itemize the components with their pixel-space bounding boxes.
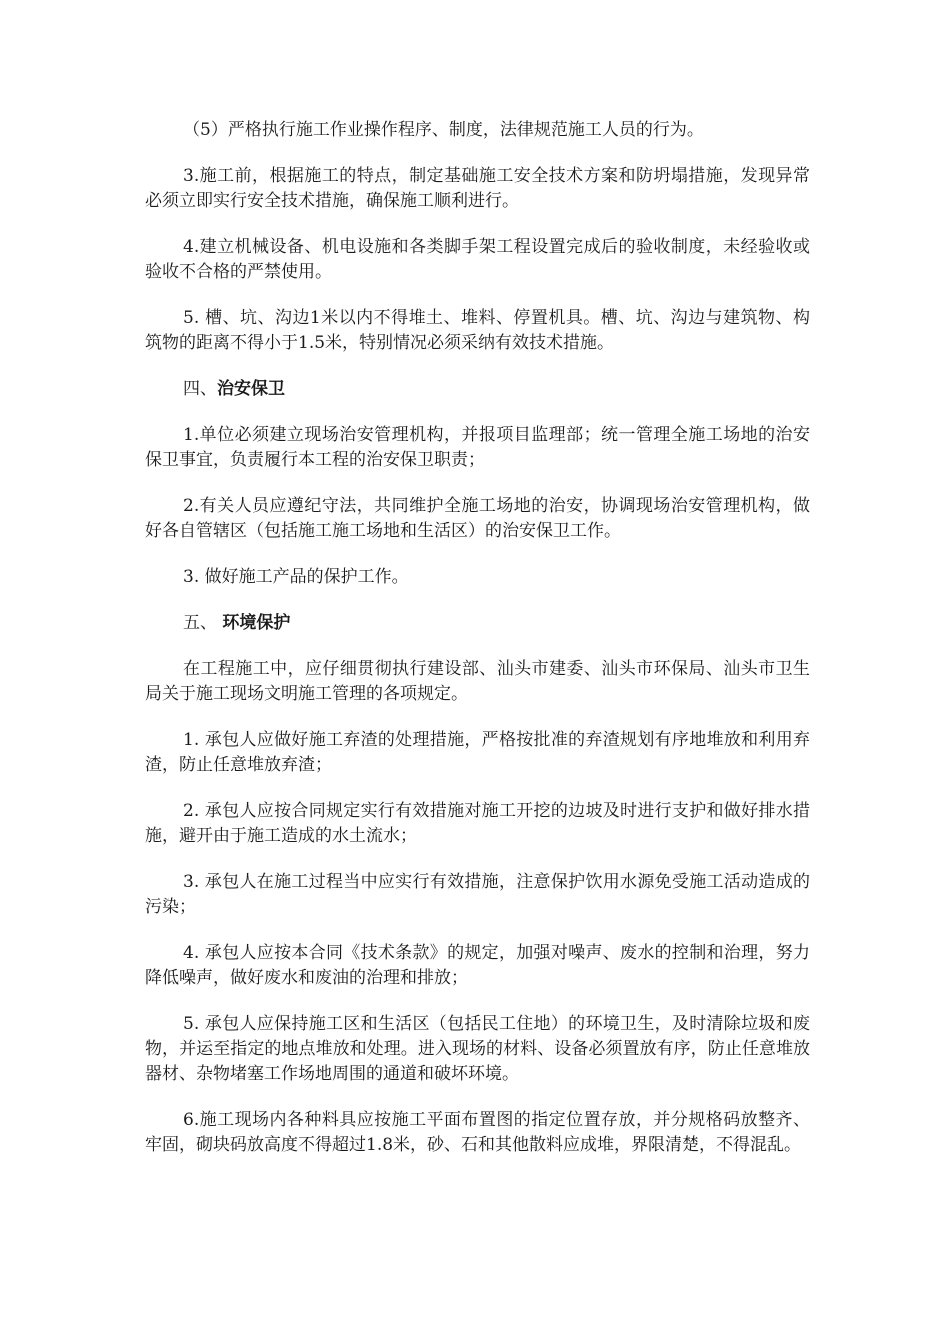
paragraph-item-5: （5）严格执行施工作业操作程序、制度，法律规范施工人员的行为。 <box>183 120 704 140</box>
section-title: 环境保护 <box>222 613 291 633</box>
section-number: 四、 <box>183 379 217 399</box>
environment-intro: 在工程施工中，应仔细贯彻执行建设部、汕头市建委、汕头市环保局、汕头市卫生局关于施工现场文明施工管理的各项规定。 <box>145 659 810 704</box>
security-paragraph-3: 3. 做好施工产品的保护工作。 <box>183 567 409 587</box>
section-number: 五、 <box>183 613 223 633</box>
security-paragraph-1: 1.单位必须建立现场治安管理机构，并报项目监理部；统一管理全施工场地的治安保卫事宜，负责履行本工程的治安保卫职责； <box>145 425 810 470</box>
environment-paragraph-1: 1. 承包人应做好施工弃渣的处理措施，严格按批准的弃渣规划有序地堆放和利用弃渣，防止任意堆放弃渣； <box>145 730 810 775</box>
section-heading-environment <box>145 611 810 636</box>
paragraph-item-4: 4.建立机械设备、机电设施和各类脚手架工程设置完成后的验收制度，未经验收或验收不合格的严禁使用。 <box>145 237 810 282</box>
paragraph-item-3: 3.施工前，根据施工的特点，制定基础施工安全技术方案和防坍塌措施，发现异常必须立即实行安全技术措施，确保施工顺利进行。 <box>145 166 810 211</box>
security-paragraph-2: 2.有关人员应遵纪守法，共同维护全施工场地的治安，协调现场治安管理机构，做好各自管辖区（包括施工施工场地和生活区）的治安保卫工作。 <box>145 496 810 541</box>
environment-paragraph-3: 3. 承包人在施工过程当中应实行有效措施，注意保护饮用水源免受施工活动造成的污染； <box>145 872 810 917</box>
section-heading-security <box>145 377 810 402</box>
environment-paragraph-4: 4. 承包人应按本合同《技术条款》的规定，加强对噪声、废水的控制和治理，努力降低噪声，做好废水和废油的治理和排放； <box>145 943 810 988</box>
environment-paragraph-5: 5. 承包人应保持施工区和生活区（包括民工住地）的环境卫生，及时清除垃圾和废物，并运至指定的地点堆放和处理。进入现场的材料、设备必须置放有序，防止任意堆放器材、杂物堵塞工作场地周围的通道和破坏环境。 <box>145 1014 810 1084</box>
environment-paragraph-6: 6.施工现场内各种料具应按施工平面布置图的指定位置存放，并分规格码放整齐、牢固，砌块码放高度不得超过1.8米，砂、石和其他散料应成堆，界限清楚，不得混乱。 <box>145 1110 810 1155</box>
section-title: 治安保卫 <box>217 379 285 399</box>
document-body <box>145 118 810 1179</box>
environment-paragraph-2: 2. 承包人应按合同规定实行有效措施对施工开挖的边坡及时进行支护和做好排水措施，避开由于施工造成的水土流水； <box>145 801 810 846</box>
paragraph-item-5-distance: 5. 槽、坑、沟边1米以内不得堆土、堆料、停置机具。槽、坑、沟边与建筑物、构筑物的距离不得小于1.5米，特别情况必须采纳有效技术措施。 <box>145 308 810 353</box>
